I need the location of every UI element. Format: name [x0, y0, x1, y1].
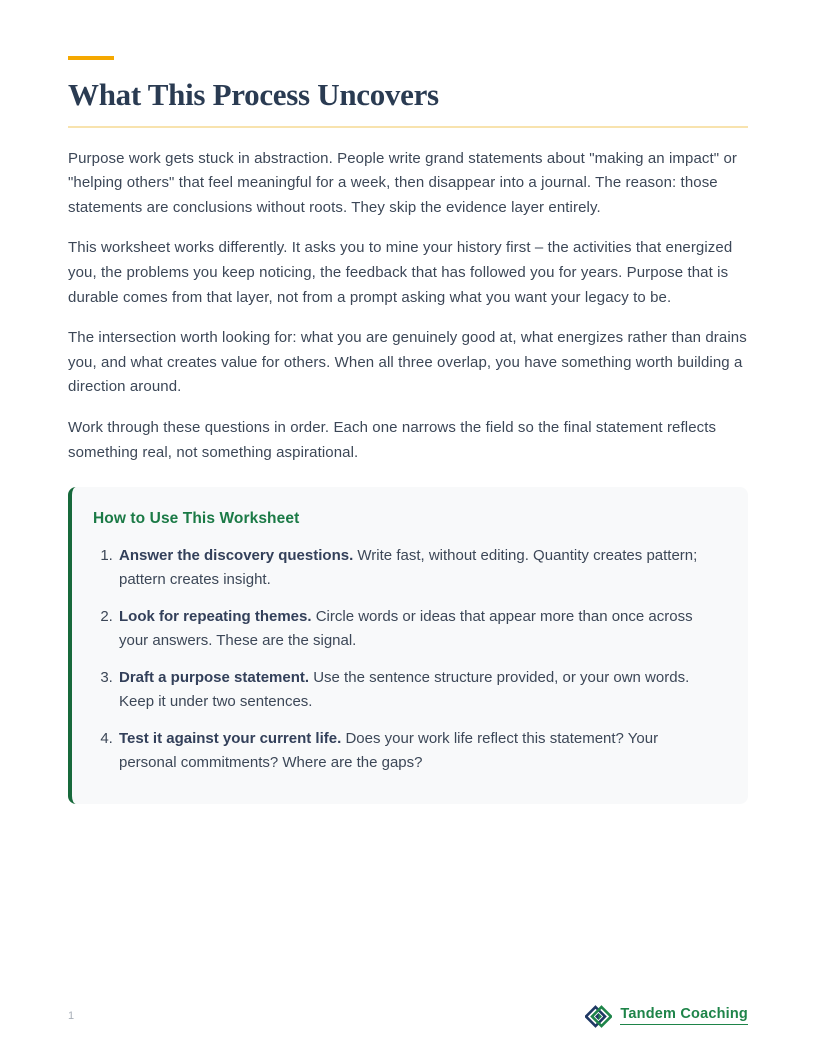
intro-paragraph: This worksheet works differently. It asks you to mine your history first – the activities that energized you, the problems you keep noticing, the feedback that has followed you for years. Purpose that is durable comes from that layer, not from a prompt asking what you want your legacy to be. — [68, 239, 733, 306]
how-to-use-callout — [68, 487, 748, 804]
page-title: What This Process Uncovers — [68, 77, 439, 112]
step-text: Does your work life reflect this statement? Your personal commitments? Where are the gaps? — [119, 730, 659, 771]
tandem-diamond-icon — [585, 1003, 612, 1030]
callout-step — [117, 605, 718, 652]
step-lead: Test it against your current life. — [119, 730, 342, 748]
step-lead: Draft a purpose statement. — [119, 669, 310, 687]
intro-paragraph: Purpose work gets stuck in abstraction. People write grand statements about "making an impact" or "helping others" that feel meaningful for a week, then disappear into a journal. The reason: those statements are conclusions without roots. They skip the evidence layer entirely. — [68, 149, 738, 216]
title-divider — [68, 126, 748, 128]
intro-paragraph: The intersection worth looking for: what you are genuinely good at, what energizes rather than drains you, and what creates value for others. When all three overlap, you have something worth building a direction around. — [68, 329, 747, 396]
callout-steps-list — [93, 544, 718, 774]
brand-logo — [585, 1003, 748, 1030]
step-text: Write fast, without editing. Quantity creates pattern; pattern creates insight. — [119, 547, 698, 588]
page-number: 1 — [68, 1010, 75, 1022]
step-lead: Look for repeating themes. — [119, 608, 312, 626]
step-text: Use the sentence structure provided, or your own words. Keep it under two sentences. — [119, 669, 690, 710]
brand-name: Tandem Coaching — [620, 1007, 748, 1026]
step-text: Circle words or ideas that appear more than once across your answers. These are the signal. — [119, 608, 693, 649]
callout-step — [117, 666, 718, 713]
intro-paragraph: Work through these questions in order. Each one narrows the field so the final statement reflects something real, not something aspirational. — [68, 418, 717, 461]
callout-heading: How to Use This Worksheet — [93, 510, 300, 528]
callout-step — [117, 544, 718, 591]
step-lead: Answer the discovery questions. — [119, 547, 354, 565]
intro-section — [68, 147, 748, 466]
callout-step — [117, 727, 718, 774]
accent-bar — [68, 56, 114, 60]
page-footer — [68, 1001, 748, 1031]
